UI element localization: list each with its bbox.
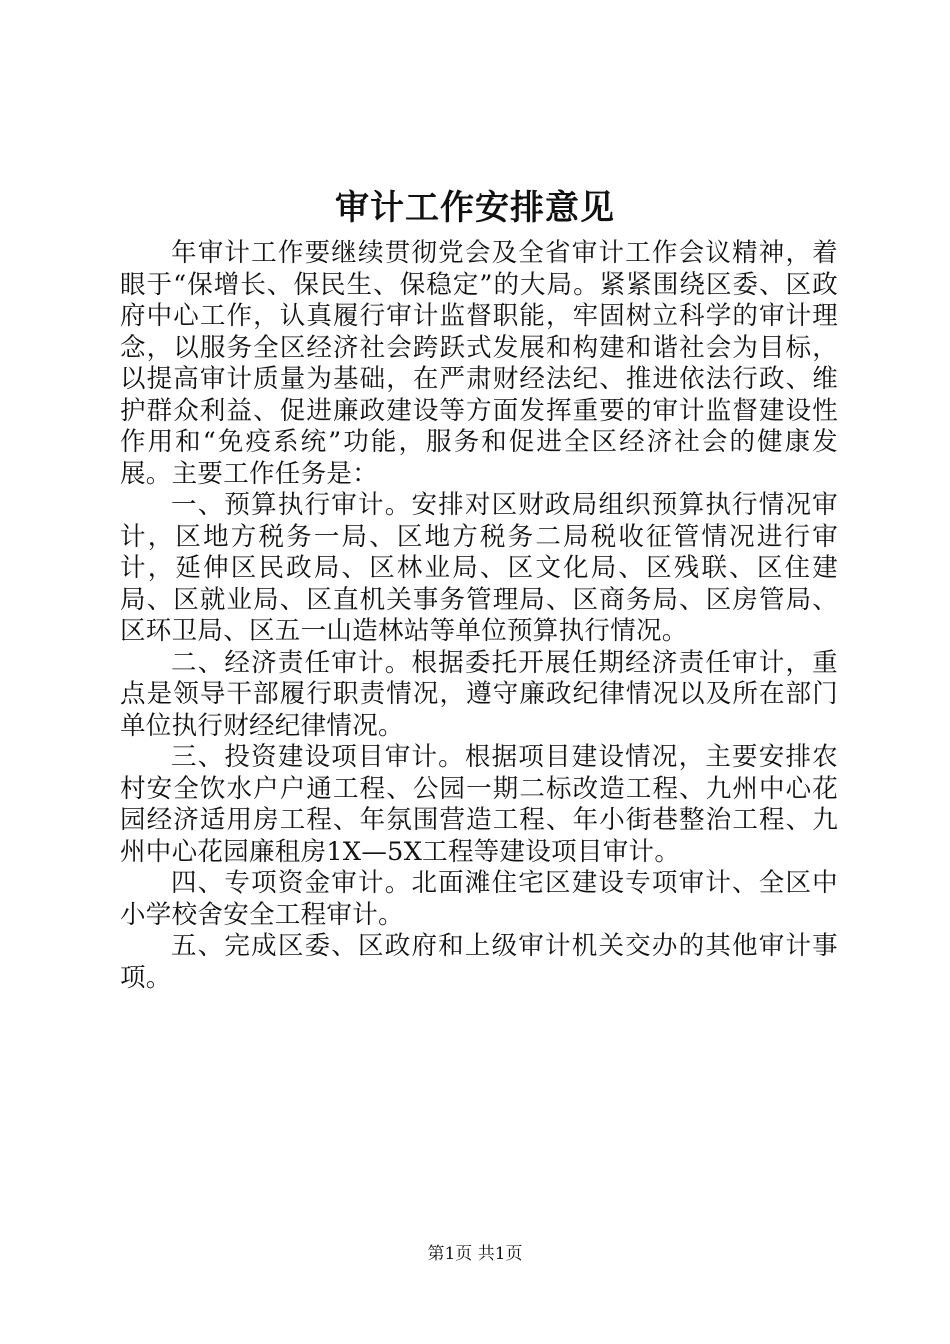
document-title: 审计工作安排意见	[335, 188, 615, 228]
paragraph-other-matters: 五、完成区委、区政府和上级审计机关交办的其他审计事项。	[120, 931, 838, 993]
paragraph-economic-responsibility-audit: 二、经济责任审计。根据委托开展任期经济责任审计，重点是领导干部履行职责情况，遵守廉政纪律情况以及所在部门单位执行财经纪律情况。	[120, 647, 838, 741]
page-number-footer: 第1页 共1页	[427, 1244, 523, 1264]
document-body	[120, 238, 838, 994]
paragraph-special-fund-audit: 四、专项资金审计。北面滩住宅区建设专项审计、全区中小学校舍安全工程审计。	[120, 868, 838, 930]
paragraph-budget-audit: 一、预算执行审计。安排对区财政局组织预算执行情况审计，区地方税务一局、区地方税务二局税收征管情况进行审计，延伸区民政局、区林业局、区文化局、区残联、区住建局、区就业局、区直机关事务管理局、区商务局、区房管局、区环卫局、区五一山造林站等单位预算执行情况。	[120, 490, 838, 646]
paragraph-intro: 年审计工作要继续贯彻党会及全省审计工作会议精神，着眼于“保增长、保民生、保稳定”的大局。紧紧围绕区委、区政府中心工作，认真履行审计监督职能，牢固树立科学的审计理念，以服务全区经济社会跨跃式发展和构建和谐社会为目标，以提高审计质量为基础，在严肃财经法纪、推进依法行政、维护群众利益、促进廉政建设等方面发挥重要的审计监督建设性作用和“免疫系统”功能，服务和促进全区经济社会的健康发展。主要工作任务是：	[120, 238, 838, 489]
paragraph-investment-project-audit: 三、投资建设项目审计。根据项目建设情况，主要安排农村安全饮水户户通工程、公园一期二标改造工程、九州中心花园经济适用房工程、年氛围营造工程、年小街巷整治工程、九州中心花园廉租房1X—5X工程等建设项目审计。	[120, 742, 838, 867]
